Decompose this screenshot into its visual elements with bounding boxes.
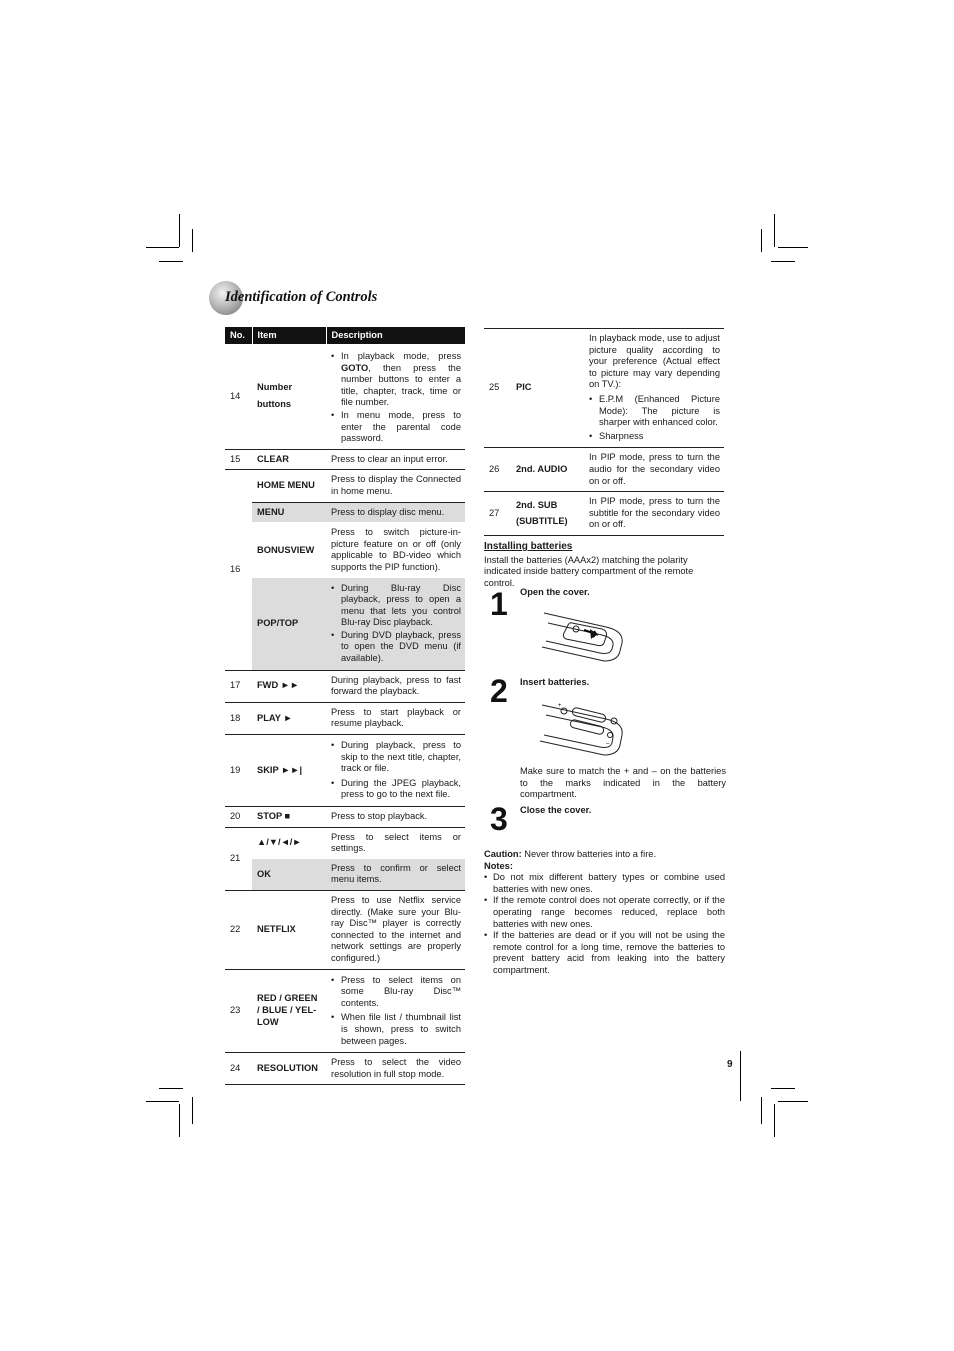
table-row [225,807,465,828]
row-description: In PIP mode, press to turn the audio for the secondary video on or off. [584,448,724,492]
page-number-rule [740,1051,741,1101]
table-row [225,735,465,807]
item-line: Number [257,381,293,392]
item-line: RED / GREEN [257,993,318,1004]
step-2-label: Insert batteries. [520,677,590,687]
row-description: Press to stop playback. [326,807,465,828]
row-description: Press to confirm or select menu items. [326,859,465,891]
row-description: Press to display the Connected in home menu. [326,470,465,502]
desc-bullet: • During Blu-ray Disc playback, press to open a menu that lets you control Blu-ray Disc playback. [331,583,461,629]
crop-mark [192,1097,193,1124]
row-number: 20 [225,807,252,828]
row-number: 26 [484,448,511,492]
notes-label: Notes: [484,860,513,871]
item-line: buttons [257,399,292,410]
table-row [484,329,724,448]
table-row [484,448,724,492]
remote-open-cover-icon [536,603,636,673]
install-intro: Install the batteries (AAAx2) matching the polarity indicated inside battery compartment of the remote control. [484,554,694,588]
item-line: 2nd. SUB [516,499,558,510]
item-line: LOW [257,1016,279,1027]
row-number: 27 [484,492,511,536]
step-1-number: 1 [490,586,508,622]
crop-mark [192,229,193,252]
section-title: Identification of Controls [225,289,378,305]
row-number: 14 [225,344,252,449]
note-item: • Do not mix different battery types or combine used batteries with new ones. [484,872,725,895]
row-item: ▲/▼/◄/► [257,837,302,848]
crop-mark [771,261,795,262]
table-row [225,890,465,969]
row-item: SKIP ►►| [252,735,326,807]
svg-text:+: + [558,703,562,709]
table-row [225,859,465,891]
row-description: Press to select the video resolution in full stop mode. [326,1053,465,1085]
crop-mark [778,247,808,248]
table-row [225,523,465,578]
crop-mark [179,214,180,247]
row-number: 24 [225,1053,252,1085]
row-description [326,735,465,807]
table-row [225,670,465,702]
row-item: OK [252,859,326,891]
step-1-label: Open the cover. [520,587,590,597]
desc-bullet: • Press to select items on some Blu-ray Disc™ contents. [331,975,461,1010]
remote-insert-batteries-icon [536,695,636,767]
row-number: 22 [225,890,252,969]
row-item: 2nd. AUDIO [511,448,584,492]
row-description: Press to display disc menu. [326,502,465,523]
table-row [225,578,465,671]
row-description: During playback, press to fast forward the playback. [326,670,465,702]
row-item [252,969,326,1053]
desc-text: In playback mode, use to adjust picture quality according to your preference (Actual effect to picture may vary depending on TV.): [589,333,720,390]
desc-bullet: • In menu mode, press to enter the parental code password. [331,410,461,445]
note-item: • If the remote control does not operate correctly, or if the operating range becomes reduced, replace both batteries with new ones. [484,895,725,930]
desc-bullet: • During DVD playback, press to open the DVD menu (if available). [331,630,461,665]
item-line: / BLUE / YEL- [257,1005,317,1016]
header-no: No. [225,327,252,344]
table-row [225,344,465,449]
row-item: MENU [252,502,326,523]
svg-text:–: – [606,741,610,747]
battery-notes [484,849,725,977]
row-item: POP/TOP [252,578,326,671]
row-description: Press to clear an input error. [326,449,465,470]
desc-bullet: • In playback mode, press GOTO, then press the number buttons to enter a title, chapter, track, time or file number. [331,351,461,409]
row-description: Press to switch picture-in-picture feature on or off (only applicable to BD-video which supports the PIP function). [331,527,461,572]
step-3-label: Close the cover. [520,805,592,815]
row-item: PIC [511,329,584,448]
table-header-row [225,327,465,344]
row-item: NETFLIX [252,890,326,969]
section-header [209,281,509,315]
row-number: 25 [484,329,511,448]
crop-mark [774,214,775,247]
row-item: STOP ■ [252,807,326,828]
caution-text: Caution: Never throw batteries into a fire. [484,849,657,859]
table-row [225,827,465,859]
step-2-number: 2 [490,673,508,709]
row-description: Press to start playback or resume playback. [326,702,465,734]
row-item: FWD ►► [252,670,326,702]
header-description: Description [326,327,465,344]
crop-mark [778,1101,808,1102]
page-number: 9 [727,1059,733,1070]
row-number: 15 [225,449,252,470]
controls-table-right [484,329,724,536]
step-3-number: 3 [490,801,508,837]
row-description: In PIP mode, press to turn the subtitle for the secondary video on or off. [584,492,724,536]
table-row [225,449,465,470]
row-description: Press to select items or settings. [331,831,461,854]
note-item: • If the batteries are dead or if you will not be using the remote control for a long time, remove the batteries to prevent battery acid from leaking into the battery compartment. [484,930,725,976]
row-item [511,492,584,536]
item-line: (SUBTITLE) [516,515,568,526]
table-row [225,969,465,1053]
crop-mark [159,1088,183,1089]
table-row [484,492,724,536]
crop-mark [146,247,179,248]
header-item: Item [252,327,326,344]
crop-mark [774,1104,775,1137]
desc-bullet: • During playback, press to skip to the next title, chapter, track or file. [331,740,461,775]
row-item: BONUSVIEW [257,544,315,555]
row-number: 17 [225,670,252,702]
table-row [225,1053,465,1085]
table-row [225,502,465,523]
controls-table-left [225,327,465,1085]
install-heading: Installing batteries [484,541,573,552]
row-number: 19 [225,735,252,807]
table-row [225,702,465,734]
desc-bullet: • When file list / thumbnail list is shown, press to switch between pages. [331,1012,461,1047]
installing-batteries-section [484,541,725,589]
table-row [225,470,465,502]
row-item: RESOLUTION [252,1053,326,1085]
desc-bullet: • During the JPEG playback, press to go to the next file. [331,778,461,801]
desc-bullet: • E.P.M (Enhanced Picture Mode): The picture is sharper with enhanced color. [589,394,720,429]
row-number: 16 [225,470,252,670]
row-item [252,344,326,449]
row-description [584,329,724,448]
row-item: HOME MENU [252,470,326,502]
row-number: 18 [225,702,252,734]
row-description [326,344,465,449]
crop-mark [761,229,762,252]
crop-mark [146,1101,179,1102]
crop-mark [159,261,183,262]
crop-mark [771,1088,795,1089]
step-2-note: Make sure to match the + and – on the batteries to the marks indicated in the battery compartment. [520,766,726,800]
row-description [326,578,465,671]
row-number: 23 [225,969,252,1053]
desc-bullet: • Sharpness [589,431,720,443]
row-number: 21 [225,827,252,890]
crop-mark [179,1104,180,1137]
row-description [326,969,465,1053]
crop-mark [761,1097,762,1124]
row-item: PLAY ► [252,702,326,734]
row-description: Press to use Netflix service directly. (Make sure your Blu-ray Disc™ player is correctly connected to the internet and network settings are properly configured.) [326,890,465,969]
row-item: CLEAR [252,449,326,470]
